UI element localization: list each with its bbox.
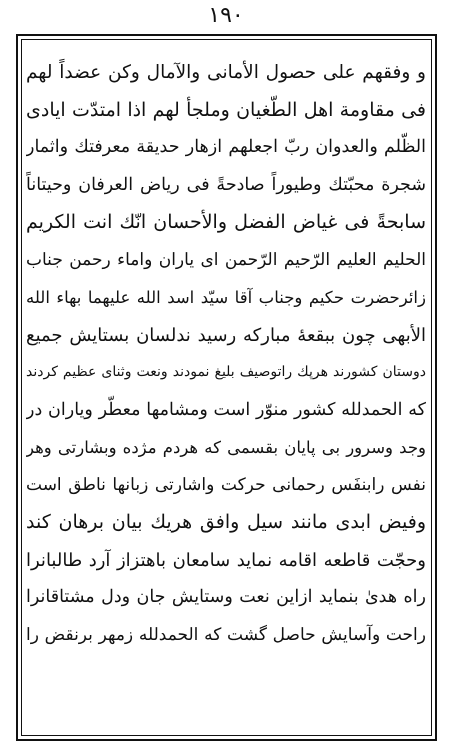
text-line: الحليم العليم الرّحيم الرّحمن ای یاران واماء رحمن جناب	[26, 249, 426, 270]
text-line: وفيض ابدی مانند سيل وافق هريك بيان برهان كند	[26, 511, 426, 533]
text-line: دوستان کشورند هرپك راتوصيف بليغ نمودند ونعت وثنای عظيم كردند	[26, 364, 426, 380]
page-number: ١٩٠	[208, 3, 244, 28]
text-line: راه هدیٰ بنمايد ازاين نعت وستايش جان ودل مشتاقانرا	[26, 587, 426, 607]
text-line: كه الحمدلله كشور منوّر است ومشامها معطّر ویاران در	[26, 399, 426, 420]
text-line: وحجّت قاطعه اقامه نمايد سامعان باهتزاز آرد طالبانرا	[26, 549, 426, 571]
text-line: الأبهی چون ببقعهٔ مباركه رسيد ندلسان بستايش جميع	[26, 324, 426, 346]
text-line: و وفقهم علی حصول الأمانی والآمال وكن عضداً لهم	[26, 62, 426, 83]
text-line: راحت وآسايش حاصل گشت كه الحمدلله زمهر برنقض را	[26, 624, 426, 645]
text-line: سابحةً فی غياض الفضل والأحسان انّك انت الكريم	[26, 211, 426, 233]
text-line: الظّلم والعدوان ربّ اجعلهم ازهار حديقة معرفتك واثمار	[26, 137, 426, 157]
text-line: وجد وسرور بی پایان بقسمی كه هردم مژده وبشارتی وهر	[26, 438, 426, 457]
text-line: نفس رابنفَس رحمانی حركت واشارتی زبانها ناطق است	[26, 474, 426, 495]
body-text	[26, 54, 426, 654]
text-line: شجرة محبّتك وطيوراً صادحةً فی رياض العرفان وحيتاناً	[26, 174, 426, 195]
text-line: زائرحضرت حكيم وجناب آقا سيّد اسد الله عليهما بهاء الله	[26, 288, 426, 307]
text-line: فی مقاومة اهل الطّغيان وملجأ لهم اذا امتدّت ایادی	[26, 98, 426, 121]
